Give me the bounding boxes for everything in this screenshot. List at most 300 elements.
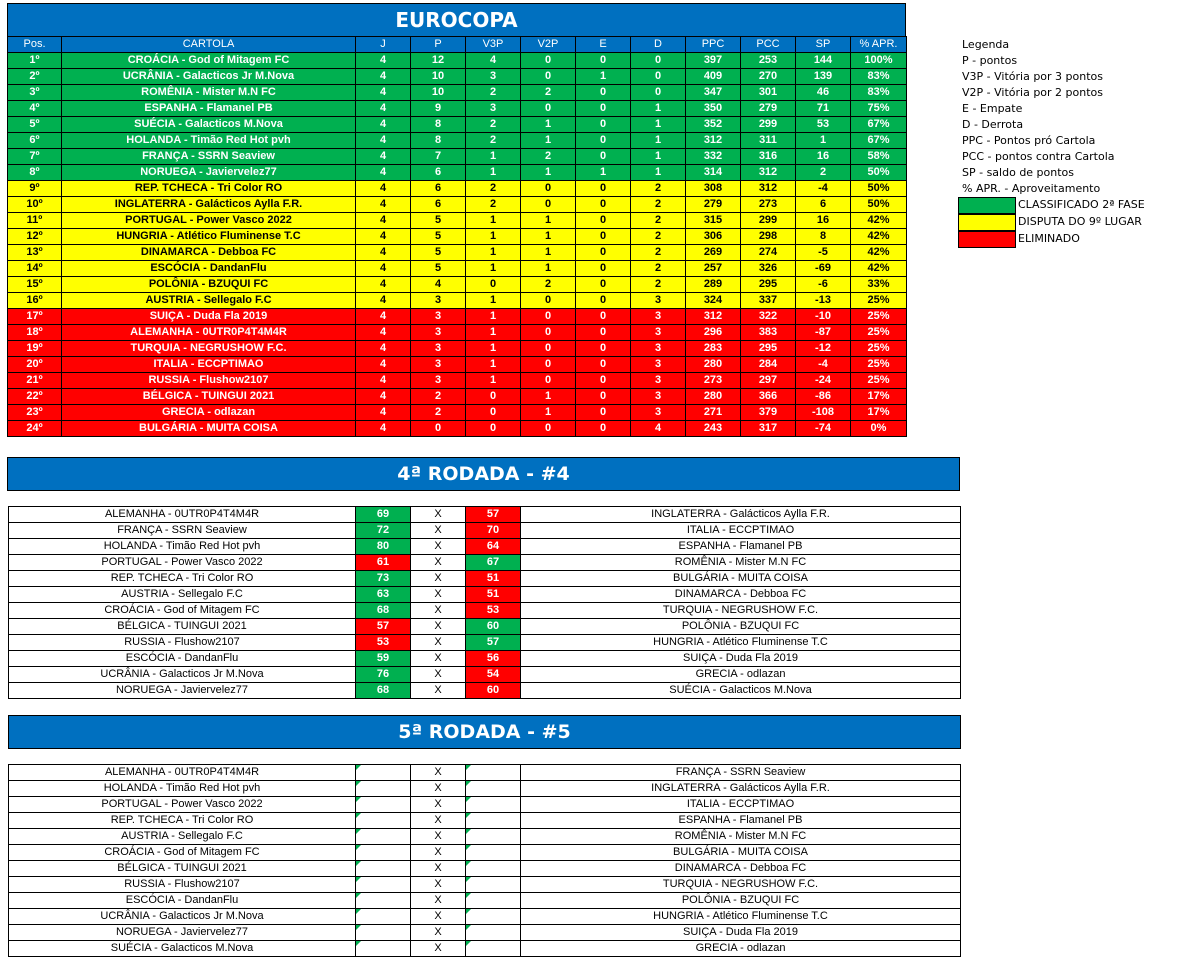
pos-cell: 1º — [8, 53, 62, 69]
standings-row — [8, 293, 907, 309]
col-v2p: V2P — [521, 37, 576, 53]
e-cell: 0 — [576, 293, 631, 309]
standings-header — [8, 37, 907, 53]
home-score[interactable] — [356, 861, 411, 877]
d-cell: 4 — [631, 421, 686, 437]
match-row — [9, 941, 961, 957]
d-cell: 2 — [631, 181, 686, 197]
away-score[interactable] — [466, 925, 521, 941]
team-cell: ESPANHA - Flamanel PB — [62, 101, 356, 117]
col-sp: SP — [796, 37, 851, 53]
sp-cell: 2 — [796, 165, 851, 181]
team-cell: SUÉCIA - Galacticos M.Nova — [62, 117, 356, 133]
v2p-cell: 0 — [521, 325, 576, 341]
match-row — [9, 523, 961, 539]
standings-row — [8, 421, 907, 437]
j-cell: 4 — [356, 229, 411, 245]
pos-cell: 4º — [8, 101, 62, 117]
pcc-cell: 301 — [741, 85, 796, 101]
v2p-cell: 1 — [521, 389, 576, 405]
home-score[interactable] — [356, 941, 411, 957]
away-team: HUNGRIA - Atlético Fluminense T.C — [521, 635, 961, 651]
ppc-cell: 280 — [686, 389, 741, 405]
col-e: E — [576, 37, 631, 53]
sp-cell: -5 — [796, 245, 851, 261]
j-cell: 4 — [356, 133, 411, 149]
vs-label: X — [411, 667, 466, 683]
apr-cell: 50% — [851, 165, 907, 181]
vs-label: X — [411, 829, 466, 845]
ppc-cell: 409 — [686, 69, 741, 85]
away-score[interactable] — [466, 765, 521, 781]
pos-cell: 6º — [8, 133, 62, 149]
v2p-cell: 1 — [521, 117, 576, 133]
home-score[interactable] — [356, 765, 411, 781]
v2p-cell: 1 — [521, 245, 576, 261]
vs-label: X — [411, 555, 466, 571]
away-team: POLÔNIA - BZUQUI FC — [521, 619, 961, 635]
legend-swatch-eliminated — [958, 231, 1016, 248]
round5-title: 5ª RODADA - #5 — [398, 721, 571, 743]
pcc-cell: 299 — [741, 213, 796, 229]
v3p-cell: 1 — [466, 309, 521, 325]
home-team: HOLANDA - Timão Red Hot pvh — [9, 539, 356, 555]
vs-label: X — [411, 781, 466, 797]
legend-swatch-playoff — [958, 214, 1016, 231]
apr-cell: 25% — [851, 293, 907, 309]
e-cell: 0 — [576, 309, 631, 325]
vs-label: X — [411, 507, 466, 523]
team-cell: DINAMARCA - Debboa FC — [62, 245, 356, 261]
home-team: REP. TCHECA - Tri Color RO — [9, 813, 356, 829]
pos-cell: 15º — [8, 277, 62, 293]
team-cell: ROMÊNIA - Mister M.N FC — [62, 85, 356, 101]
vs-label: X — [411, 893, 466, 909]
pcc-cell: 366 — [741, 389, 796, 405]
d-cell: 0 — [631, 53, 686, 69]
away-team: ROMÊNIA - Mister M.N FC — [521, 829, 961, 845]
d-cell: 3 — [631, 373, 686, 389]
v2p-cell: 0 — [521, 341, 576, 357]
standings-row — [8, 133, 907, 149]
v3p-cell: 1 — [466, 325, 521, 341]
col-pos: Pos. — [8, 37, 62, 53]
d-cell: 3 — [631, 405, 686, 421]
home-team: CROÁCIA - God of Mitagem FC — [9, 603, 356, 619]
standings-row — [8, 181, 907, 197]
standings-row — [8, 85, 907, 101]
v3p-cell: 0 — [466, 277, 521, 293]
points-cell: 0 — [411, 421, 466, 437]
apr-cell: 0% — [851, 421, 907, 437]
page-title: EUROCOPA — [395, 8, 518, 32]
ppc-cell: 314 — [686, 165, 741, 181]
sp-cell: -24 — [796, 373, 851, 389]
pcc-cell: 316 — [741, 149, 796, 165]
v2p-cell: 0 — [521, 53, 576, 69]
away-team: INGLATERRA - Galácticos Aylla F.R. — [521, 507, 961, 523]
away-score: 67 — [466, 555, 521, 571]
pcc-cell: 297 — [741, 373, 796, 389]
pos-cell: 5º — [8, 117, 62, 133]
j-cell: 4 — [356, 373, 411, 389]
team-cell: ITALIA - ECCPTIMAO — [62, 357, 356, 373]
home-team: HOLANDA - Timão Red Hot pvh — [9, 781, 356, 797]
points-cell: 3 — [411, 325, 466, 341]
home-score[interactable] — [356, 909, 411, 925]
away-team: ROMÊNIA - Mister M.N FC — [521, 555, 961, 571]
standings-row — [8, 229, 907, 245]
standings-table — [7, 36, 907, 437]
match-row — [9, 877, 961, 893]
apr-cell: 42% — [851, 261, 907, 277]
home-score: 68 — [356, 603, 411, 619]
standings-row — [8, 405, 907, 421]
home-score: 57 — [356, 619, 411, 635]
match-row — [9, 587, 961, 603]
pos-cell: 19º — [8, 341, 62, 357]
vs-label: X — [411, 861, 466, 877]
match-row — [9, 603, 961, 619]
v2p-cell: 0 — [521, 293, 576, 309]
standings-row — [8, 101, 907, 117]
v2p-cell: 1 — [521, 261, 576, 277]
standings-row — [8, 325, 907, 341]
team-cell: RUSSIA - Flushow2107 — [62, 373, 356, 389]
ppc-cell: 296 — [686, 325, 741, 341]
legend-label-playoff: DISPUTA DO 9º LUGAR — [1018, 215, 1142, 228]
ppc-cell: 283 — [686, 341, 741, 357]
home-score: 72 — [356, 523, 411, 539]
away-team: ESPANHA - Flamanel PB — [521, 539, 961, 555]
away-score[interactable] — [466, 877, 521, 893]
away-score: 56 — [466, 651, 521, 667]
ppc-cell: 312 — [686, 309, 741, 325]
j-cell: 4 — [356, 85, 411, 101]
vs-label: X — [411, 571, 466, 587]
home-score[interactable] — [356, 893, 411, 909]
away-score[interactable] — [466, 829, 521, 845]
v2p-cell: 2 — [521, 277, 576, 293]
apr-cell: 67% — [851, 133, 907, 149]
j-cell: 4 — [356, 69, 411, 85]
sp-cell: -4 — [796, 357, 851, 373]
ppc-cell: 289 — [686, 277, 741, 293]
pcc-cell: 379 — [741, 405, 796, 421]
away-score[interactable] — [466, 845, 521, 861]
match-row — [9, 925, 961, 941]
away-score[interactable] — [466, 893, 521, 909]
sp-cell: -86 — [796, 389, 851, 405]
ppc-cell: 273 — [686, 373, 741, 389]
home-team: UCRÂNIA - Galacticos Jr M.Nova — [9, 667, 356, 683]
pcc-cell: 273 — [741, 197, 796, 213]
standings-row — [8, 197, 907, 213]
standings-row — [8, 213, 907, 229]
ppc-cell: 324 — [686, 293, 741, 309]
vs-label: X — [411, 587, 466, 603]
team-cell: ESCÓCIA - DandanFlu — [62, 261, 356, 277]
points-cell: 5 — [411, 213, 466, 229]
points-cell: 6 — [411, 165, 466, 181]
pos-cell: 12º — [8, 229, 62, 245]
j-cell: 4 — [356, 245, 411, 261]
pcc-cell: 298 — [741, 229, 796, 245]
d-cell: 3 — [631, 293, 686, 309]
points-cell: 3 — [411, 373, 466, 389]
j-cell: 4 — [356, 181, 411, 197]
match-row — [9, 619, 961, 635]
legend-swatch-classified — [958, 197, 1016, 214]
e-cell: 0 — [576, 213, 631, 229]
sp-cell: 16 — [796, 213, 851, 229]
e-cell: 0 — [576, 389, 631, 405]
v2p-cell: 2 — [521, 85, 576, 101]
v2p-cell: 0 — [521, 421, 576, 437]
legend-title: Legenda — [962, 38, 1010, 51]
pcc-cell: 337 — [741, 293, 796, 309]
team-cell: BULGÁRIA - MUITA COISA — [62, 421, 356, 437]
standings-row — [8, 341, 907, 357]
points-cell: 9 — [411, 101, 466, 117]
away-score[interactable] — [466, 941, 521, 957]
apr-cell: 25% — [851, 373, 907, 389]
points-cell: 5 — [411, 245, 466, 261]
home-score: 61 — [356, 555, 411, 571]
ppc-cell: 350 — [686, 101, 741, 117]
home-score[interactable] — [356, 877, 411, 893]
j-cell: 4 — [356, 341, 411, 357]
standings-row — [8, 309, 907, 325]
v2p-cell: 0 — [521, 197, 576, 213]
v2p-cell: 0 — [521, 181, 576, 197]
v3p-cell: 1 — [466, 229, 521, 245]
home-score: 53 — [356, 635, 411, 651]
away-score[interactable] — [466, 797, 521, 813]
ppc-cell: 352 — [686, 117, 741, 133]
match-row — [9, 861, 961, 877]
sp-cell: -74 — [796, 421, 851, 437]
v2p-cell: 1 — [521, 405, 576, 421]
team-cell: TURQUIA - NEGRUSHOW F.C. — [62, 341, 356, 357]
standings-row — [8, 53, 907, 69]
v3p-cell: 0 — [466, 405, 521, 421]
away-team: FRANÇA - SSRN Seaview — [521, 765, 961, 781]
sp-cell: 8 — [796, 229, 851, 245]
v2p-cell: 0 — [521, 373, 576, 389]
sp-cell: 71 — [796, 101, 851, 117]
pcc-cell: 295 — [741, 341, 796, 357]
pos-cell: 9º — [8, 181, 62, 197]
home-score[interactable] — [356, 781, 411, 797]
away-score: 64 — [466, 539, 521, 555]
vs-label: X — [411, 539, 466, 555]
col-cartola: CARTOLA — [62, 37, 356, 53]
apr-cell: 42% — [851, 213, 907, 229]
sp-cell: 139 — [796, 69, 851, 85]
pos-cell: 21º — [8, 373, 62, 389]
v3p-cell: 2 — [466, 117, 521, 133]
pos-cell: 11º — [8, 213, 62, 229]
away-team: ESPANHA - Flamanel PB — [521, 813, 961, 829]
points-cell: 8 — [411, 133, 466, 149]
home-team: RUSSIA - Flushow2107 — [9, 635, 356, 651]
vs-label: X — [411, 523, 466, 539]
standings-row — [8, 69, 907, 85]
away-team: SUIÇA - Duda Fla 2019 — [521, 651, 961, 667]
standings-row — [8, 149, 907, 165]
points-cell: 7 — [411, 149, 466, 165]
e-cell: 0 — [576, 85, 631, 101]
home-score[interactable] — [356, 925, 411, 941]
v3p-cell: 0 — [466, 421, 521, 437]
home-team: ALEMANHA - 0UTR0P4T4M4R — [9, 765, 356, 781]
v2p-cell: 1 — [521, 165, 576, 181]
pcc-cell: 284 — [741, 357, 796, 373]
home-team: NORUEGA - Javiervelez77 — [9, 925, 356, 941]
v2p-cell: 0 — [521, 101, 576, 117]
home-team: RUSSIA - Flushow2107 — [9, 877, 356, 893]
j-cell: 4 — [356, 197, 411, 213]
team-cell: BÉLGICA - TUINGUI 2021 — [62, 389, 356, 405]
v3p-cell: 1 — [466, 373, 521, 389]
match-row — [9, 651, 961, 667]
away-team: DINAMARCA - Debboa FC — [521, 587, 961, 603]
match-row — [9, 813, 961, 829]
e-cell: 0 — [576, 117, 631, 133]
v3p-cell: 2 — [466, 181, 521, 197]
sp-cell: 6 — [796, 197, 851, 213]
home-score[interactable] — [356, 813, 411, 829]
v2p-cell: 0 — [521, 69, 576, 85]
home-team: BÉLGICA - TUINGUI 2021 — [9, 861, 356, 877]
ppc-cell: 280 — [686, 357, 741, 373]
match-row — [9, 781, 961, 797]
team-cell: GRECIA - odlazan — [62, 405, 356, 421]
away-score: 51 — [466, 587, 521, 603]
e-cell: 0 — [576, 405, 631, 421]
away-score[interactable] — [466, 861, 521, 877]
vs-label: X — [411, 925, 466, 941]
sp-cell: -10 — [796, 309, 851, 325]
e-cell: 1 — [576, 69, 631, 85]
e-cell: 0 — [576, 229, 631, 245]
away-score[interactable] — [466, 781, 521, 797]
e-cell: 0 — [576, 357, 631, 373]
match-row — [9, 797, 961, 813]
team-cell: POLÔNIA - BZUQUI FC — [62, 277, 356, 293]
legend-line: SP - saldo de pontos — [962, 166, 1075, 179]
sp-cell: -69 — [796, 261, 851, 277]
home-score[interactable] — [356, 845, 411, 861]
e-cell: 0 — [576, 341, 631, 357]
e-cell: 0 — [576, 53, 631, 69]
round4-banner — [7, 457, 960, 491]
match-row — [9, 909, 961, 925]
away-score[interactable] — [466, 909, 521, 925]
team-cell: UCRÂNIA - Galacticos Jr M.Nova — [62, 69, 356, 85]
away-score: 60 — [466, 683, 521, 699]
match-row — [9, 683, 961, 699]
v3p-cell: 1 — [466, 261, 521, 277]
pos-cell: 16º — [8, 293, 62, 309]
pos-cell: 23º — [8, 405, 62, 421]
pcc-cell: 312 — [741, 165, 796, 181]
pos-cell: 17º — [8, 309, 62, 325]
home-team: SUÉCIA - Galacticos M.Nova — [9, 941, 356, 957]
points-cell: 3 — [411, 341, 466, 357]
team-cell: NORUEGA - Javiervelez77 — [62, 165, 356, 181]
away-score: 54 — [466, 667, 521, 683]
standings-row — [8, 245, 907, 261]
j-cell: 4 — [356, 309, 411, 325]
pos-cell: 20º — [8, 357, 62, 373]
away-score: 70 — [466, 523, 521, 539]
vs-label: X — [411, 877, 466, 893]
vs-label: X — [411, 765, 466, 781]
home-team: ALEMANHA - 0UTR0P4T4M4R — [9, 507, 356, 523]
d-cell: 3 — [631, 309, 686, 325]
standings-row — [8, 165, 907, 181]
e-cell: 1 — [576, 165, 631, 181]
away-team: BULGÁRIA - MUITA COISA — [521, 845, 961, 861]
apr-cell: 25% — [851, 357, 907, 373]
apr-cell: 67% — [851, 117, 907, 133]
v3p-cell: 1 — [466, 293, 521, 309]
away-score: 60 — [466, 619, 521, 635]
home-team: UCRÂNIA - Galacticos Jr M.Nova — [9, 909, 356, 925]
ppc-cell: 279 — [686, 197, 741, 213]
vs-label: X — [411, 909, 466, 925]
points-cell: 8 — [411, 117, 466, 133]
points-cell: 5 — [411, 261, 466, 277]
apr-cell: 42% — [851, 245, 907, 261]
pos-cell: 10º — [8, 197, 62, 213]
team-cell: HOLANDA - Timão Red Hot pvh — [62, 133, 356, 149]
points-cell: 4 — [411, 277, 466, 293]
pcc-cell: 312 — [741, 181, 796, 197]
match-row — [9, 765, 961, 781]
v3p-cell: 1 — [466, 357, 521, 373]
home-score[interactable] — [356, 829, 411, 845]
round5-table — [8, 764, 961, 957]
legend-line: P - pontos — [962, 54, 1018, 67]
away-team: GRECIA - odlazan — [521, 941, 961, 957]
j-cell: 4 — [356, 421, 411, 437]
points-cell: 6 — [411, 181, 466, 197]
e-cell: 0 — [576, 261, 631, 277]
d-cell: 0 — [631, 85, 686, 101]
e-cell: 0 — [576, 149, 631, 165]
vs-label: X — [411, 683, 466, 699]
col-p: P — [411, 37, 466, 53]
d-cell: 1 — [631, 165, 686, 181]
round4-title: 4ª RODADA - #4 — [397, 463, 570, 485]
away-team: INGLATERRA - Galácticos Aylla F.R. — [521, 781, 961, 797]
sp-cell: -87 — [796, 325, 851, 341]
e-cell: 0 — [576, 197, 631, 213]
d-cell: 2 — [631, 197, 686, 213]
match-row — [9, 555, 961, 571]
points-cell: 2 — [411, 389, 466, 405]
apr-cell: 33% — [851, 277, 907, 293]
e-cell: 0 — [576, 325, 631, 341]
pos-cell: 18º — [8, 325, 62, 341]
home-score[interactable] — [356, 797, 411, 813]
d-cell: 3 — [631, 389, 686, 405]
away-score[interactable] — [466, 813, 521, 829]
j-cell: 4 — [356, 325, 411, 341]
